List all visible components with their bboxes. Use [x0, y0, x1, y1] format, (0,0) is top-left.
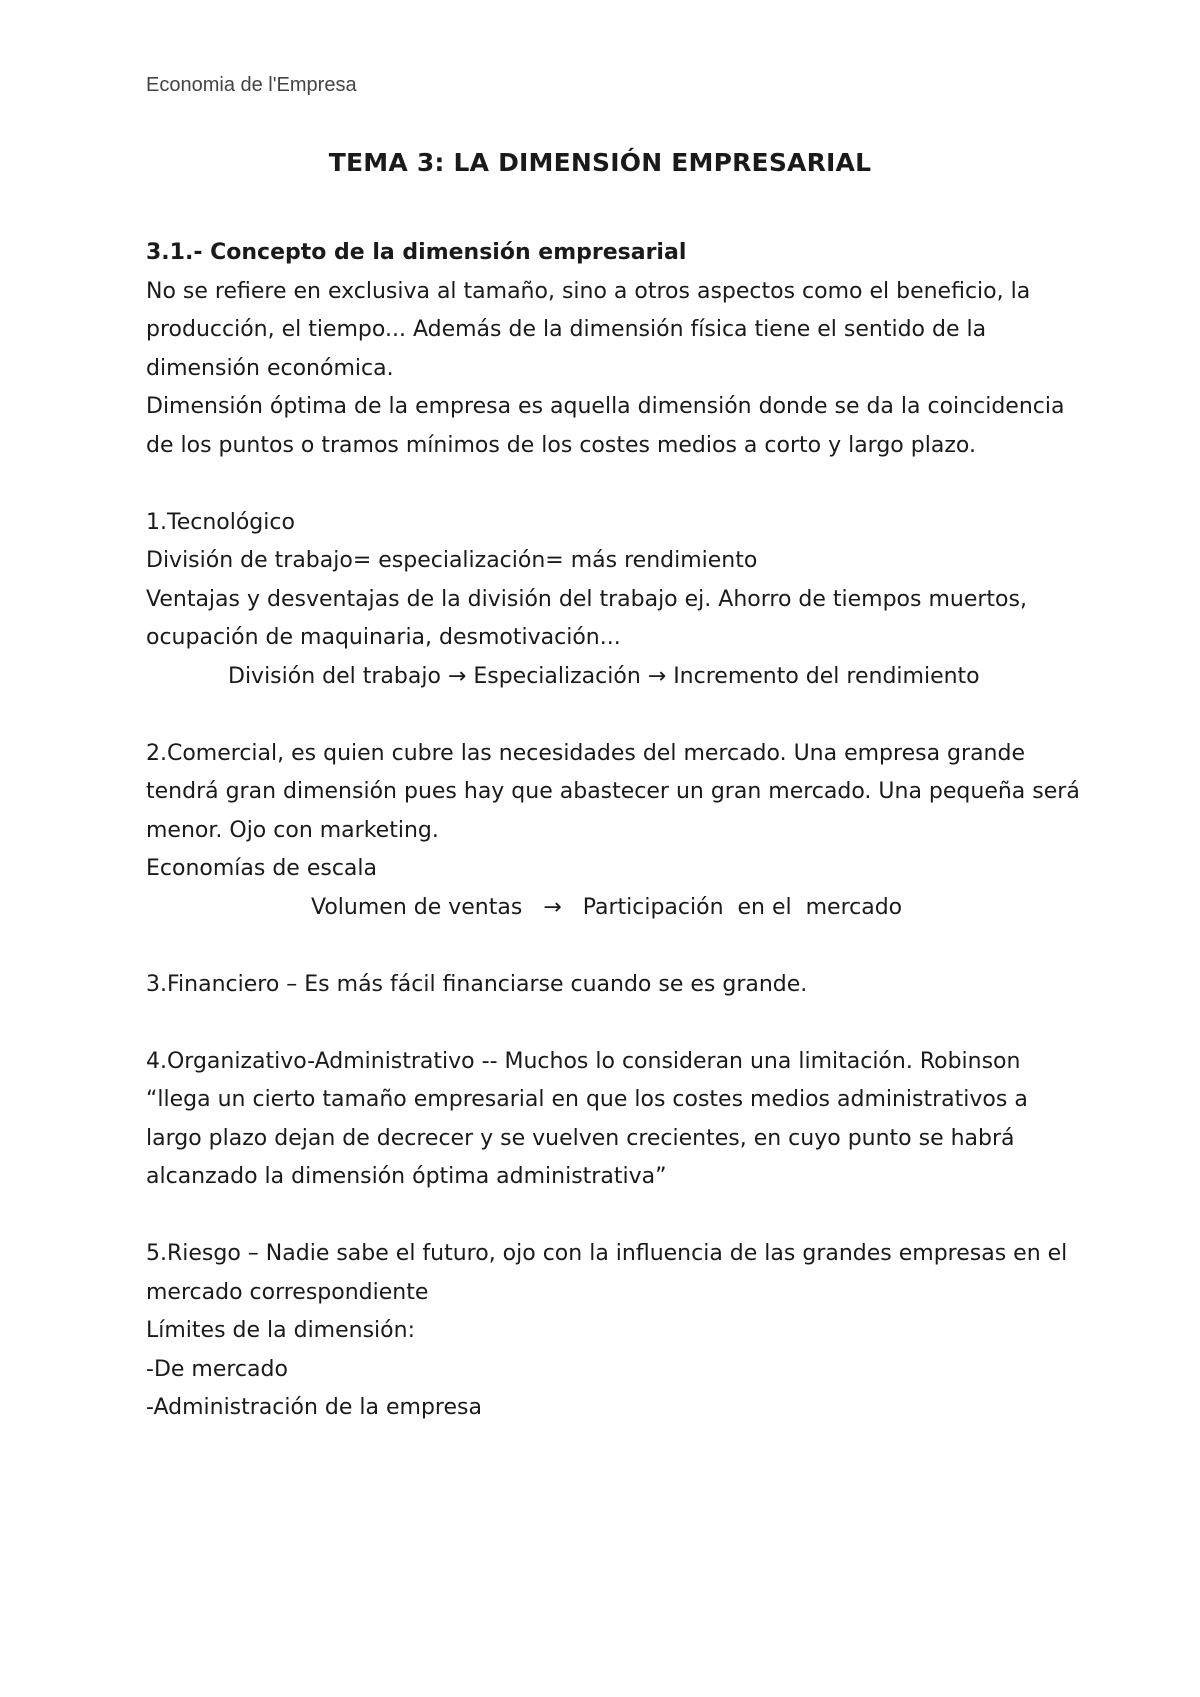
paragraph-line: producción, el tiempo... Además de la dimensión física tiene el sentido de la: [146, 317, 987, 342]
section-heading: 3.1.- Concepto de la dimensión empresarial: [146, 240, 687, 265]
paragraph-text: -- Muchos lo consideran una limitación. Robinson: [474, 1048, 1021, 1074]
paragraph-line: División de trabajo= especialización= más rendimiento: [146, 548, 758, 573]
paragraph-line: mercado correspondiente: [146, 1279, 429, 1305]
subsection-heading: 4.Organizativo-Administrativo: [146, 1048, 475, 1074]
paragraph-text: – Nadie sabe el futuro, ojo con la influencia de las grandes empresas en el: [240, 1241, 1068, 1266]
paragraph-line: de los puntos o tramos mínimos de los costes medios a corto y largo plazo.: [146, 432, 976, 458]
paragraph-line: Economías de escala: [146, 856, 377, 881]
list-item: -De mercado: [146, 1356, 288, 1382]
paragraph-line: “llega un cierto tamaño empresarial en que los costes medios administrativos a: [146, 1087, 1028, 1112]
spacer: [146, 696, 1076, 735]
paragraph-line: largo plazo dejan de decrecer y se vuelven crecientes, en cuyo punto se habrá: [146, 1125, 1015, 1151]
paragraph-line: menor. Ojo con marketing.: [146, 817, 439, 843]
paragraph-text: – Es más fácil financiarse cuando se es grande.: [279, 971, 808, 997]
subsection-heading: 2.Comercial: [146, 740, 278, 766]
paragraph-line: dimensión económica.: [146, 355, 394, 381]
flow-line: Volumen de ventas → Participación en el mercado: [311, 894, 903, 920]
document-body: [146, 234, 1080, 1428]
paragraph-line: Ventajas y desventajas de la división del trabajo ej. Ahorro de tiempos muertos,: [146, 586, 1027, 612]
subsection-heading: 1.Tecnológico: [146, 509, 295, 535]
list-item: -Administración de la empresa: [146, 1395, 482, 1420]
paragraph-text: , es quien cubre las necesidades del mercado. Una empresa grande: [277, 740, 1025, 766]
subsection-heading: 3.Financiero: [146, 971, 280, 997]
page-header: Economia de l'Empresa: [146, 74, 357, 96]
paragraph-line: tendrá gran dimensión pues hay que abastecer un gran mercado. Una pequeña será: [146, 779, 1080, 804]
spacer: [146, 1197, 1076, 1236]
paragraph-line: No se refiere en exclusiva al tamaño, sino a otros aspectos como el beneficio, la: [146, 278, 1031, 304]
spacer: [146, 1004, 1076, 1043]
flow-line: División del trabajo → Especialización → Incremento del rendimiento: [228, 663, 980, 689]
subsection-heading: 5.Riesgo: [146, 1241, 241, 1266]
subsection-first-line: [146, 1043, 1076, 1082]
spacer: [146, 927, 1076, 966]
subsection-first-line: [146, 735, 1076, 774]
paragraph-line: Límites de la dimensión:: [146, 1318, 415, 1343]
paragraph-line: alcanzado la dimensión óptima administrativa”: [146, 1164, 667, 1189]
paragraph-line: ocupación de maquinaria, desmotivación...: [146, 625, 621, 650]
subsection-first-line: [146, 966, 1076, 1005]
spacer: [146, 465, 1076, 504]
paragraph-line: Dimensión óptima de la empresa es aquella dimensión donde se da la coincidencia: [146, 394, 1065, 419]
subsection-first-line: [146, 1235, 1076, 1274]
document-title: TEMA 3: LA DIMENSIÓN EMPRESARIAL: [328, 148, 872, 177]
